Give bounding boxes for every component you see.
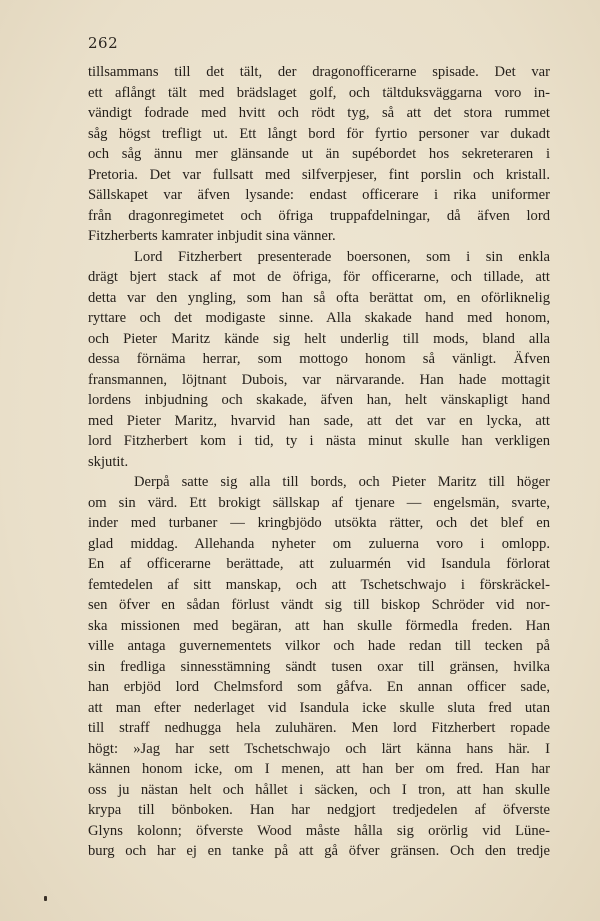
text-line: femtedelen af sitt manskap, och att Tschetschwajo i förskräckel-: [88, 576, 550, 593]
text-line: ett aflångt tält med brädslaget golf, och tältduksväggarna voro in-: [88, 84, 550, 101]
text-line: högt: »Jag har sett Tschetschwajo och lärt känna hans här. I: [88, 740, 550, 757]
text-line: tillsammans till det tält, der dragonofficerarne spisade. Det var: [88, 64, 550, 80]
text-line: Pretoria. Det var fullsatt med silfverpjeser, fint porslin och kristall.: [88, 166, 550, 183]
text-line: oss ju nästan helt och hållet i säcken, och I tron, att han skulle: [88, 781, 550, 798]
text-line: till straff nedhugga hela zuluhären. Men lord Fitzherbert ropade: [88, 720, 550, 736]
text-line: vändigt fodrade med hvitt och rödt tyg, så att det stora rummet: [88, 105, 550, 121]
text-line: ville antaga guvernementets vilkor och hade redan till tecken på: [88, 638, 550, 654]
text-line: En af officerarne berättade, att zuluarmén vid Isandula förlorat: [88, 556, 550, 572]
text-line: att man efter nederlaget vid Isandula icke skulle sluta fred utan: [88, 699, 550, 716]
text-line: drägt bjert stack af mot de öfriga, för officerarne, och tillade, att: [88, 269, 550, 285]
text-line: sen öfver en sådan förlust vändt sig till biskop Schröder vid nor-: [88, 597, 550, 613]
text-line: såg högst trefligt ut. Ett långt bord för fyrtio personer var dukadt: [88, 125, 550, 142]
text-line: kännen honom icke, om I menen, att han ber om fred. Han har: [88, 761, 550, 777]
text-line: Fitzherberts kamrater inbjudit sina vänner.: [88, 228, 336, 244]
ink-speck: [44, 896, 47, 901]
text-line: fransmannen, löjtnant Dubois, var närvarande. Han hade mottagit: [88, 371, 550, 388]
text-line: inder med turbaner — kringbjödo utsökta rätter, och det blef en: [88, 515, 550, 531]
text-line: Sällskapet var äfven lysande: endast officerare i rika uniformer: [88, 187, 550, 203]
text-line: om sin värd. Ett brokigt sällskap af tjenare — engelsmän, svarte,: [88, 494, 550, 511]
text-line: burg och har ej en tanke på att gå öfver gränsen. Och den tredje: [88, 843, 550, 859]
text-line: skjutit.: [88, 453, 129, 470]
text-line: han erbjöd lord Chelmsford som gåfva. En annan officer sade,: [88, 679, 550, 695]
text-line: ryttare och det modigaste sinne. Alla skakade hand med honom,: [88, 310, 550, 326]
text-line: med Pieter Maritz, hvarvid han sade, att det var en lycka, att: [88, 412, 550, 429]
text-line: sin fredliga sinnesstämning sändt tusen oxar till gränsen, hvilka: [88, 658, 550, 675]
text-line: och såg ännu mer glänsande ut än supébordet hos sekreteraren i: [88, 146, 550, 162]
text-line: Lord Fitzherbert presenterade boersonen, som i sin enkla: [134, 248, 550, 265]
text-line: Glyns kolonn; öfverste Wood måste hålla sig orörlig vid Lüne-: [88, 822, 550, 839]
text-line: glad middag. Allehanda nyheter om zuluerna voro i omlopp.: [88, 535, 550, 552]
text-line: lord Fitzherbert kom i tid, ty i nästa minut skulle han verkligen: [88, 433, 550, 449]
text-line: detta var den yngling, som han så ofta berättat om, en oförliknelig: [88, 289, 550, 306]
text-line: från dragonregimetet och öfriga truppafdelningar, då äfven lord: [88, 207, 550, 224]
text-line: krypa till bönboken. Han har nedgjort tredjedelen af öfverste: [88, 802, 550, 818]
text-line: Derpå satte sig alla till bords, och Pieter Maritz till höger: [134, 474, 550, 490]
text-line: ska missionen med begäran, att han skulle förmedla freden. Han: [88, 617, 550, 634]
body-text: [88, 62, 550, 862]
page-number: 262: [88, 34, 119, 52]
text-line: och Pieter Maritz kände sig helt underlig till mods, bland alla: [88, 330, 550, 347]
text-line: dessa förnäma herrar, som mottogo honom så vänligt. Äfven: [88, 351, 550, 367]
text-line: lordens inbjudning och skakade, äfven han, helt vänskapligt hand: [88, 392, 550, 408]
